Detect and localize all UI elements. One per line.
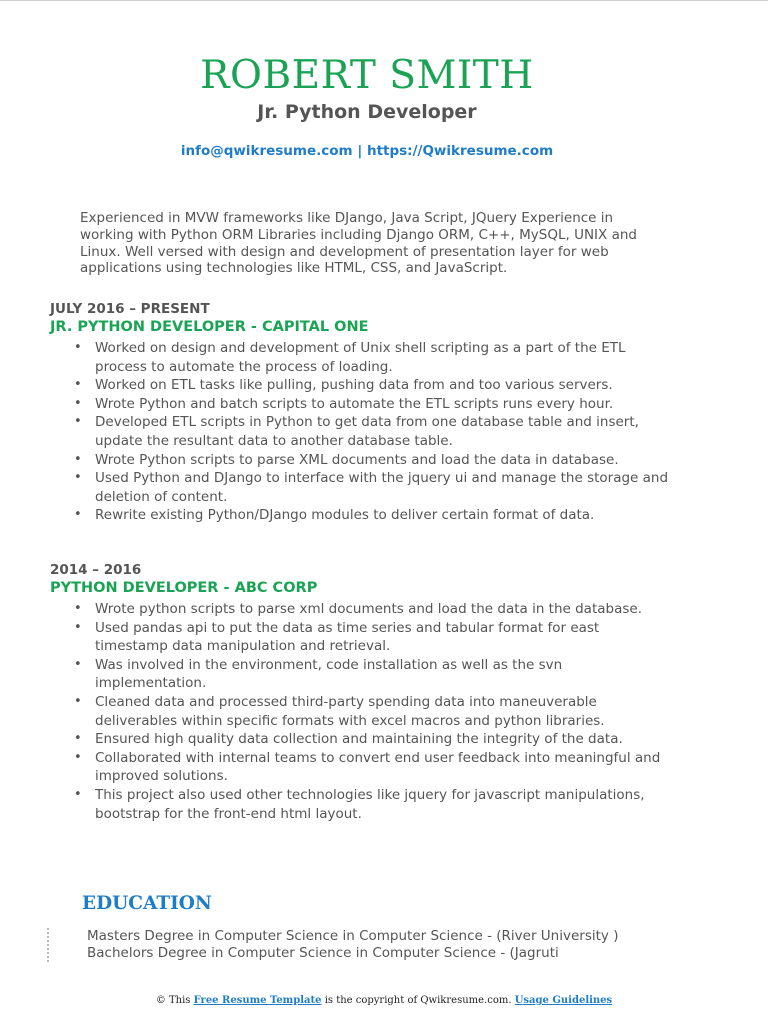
- education-item: Masters Degree in Computer Science in Computer Science - (River University ): [87, 928, 619, 944]
- contact-separator: |: [352, 143, 367, 159]
- list-item: [50, 413, 670, 450]
- bullet-icon: •: [74, 656, 82, 672]
- bullet-text: Cleaned data and processed third-party spending data into maneuverable deliverables within specific formats with excel macros and python libraries.: [95, 693, 605, 729]
- bullet-text: Wrote Python and batch scripts to automate the ETL scripts runs every hour.: [95, 395, 614, 412]
- experience-entry-1: [50, 301, 670, 525]
- bullet-text: This project also used other technologies like jquery for javascript manipulations, bootstrap for the front-end html layout.: [95, 786, 645, 822]
- bullet-icon: •: [74, 395, 82, 411]
- page-top-edge: [0, 0, 768, 1]
- bullet-text: Worked on design and development of Unix shell scripting as a part of the ETL process to automate the process of loading.: [95, 340, 626, 375]
- bullet-text: Used Python and DJango to interface with the jquery ui and manage the storage and deletion of content.: [95, 470, 669, 505]
- bullet-text: Ensured high quality data collection and maintaining the integrity of the data.: [95, 731, 623, 748]
- bullet-icon: •: [74, 377, 82, 393]
- bullet-text: Worked on ETL tasks like pulling, pushing data from and too various servers.: [95, 377, 613, 394]
- job-date: JULY 2016 – PRESENT: [50, 301, 210, 317]
- list-item: [50, 730, 670, 749]
- bullet-icon: •: [74, 507, 82, 523]
- job-responsibilities: [50, 339, 670, 525]
- job-title: JR. PYTHON DEVELOPER - CAPITAL ONE: [50, 319, 369, 335]
- list-item: [50, 786, 670, 823]
- email-link[interactable]: info@qwikresume.com: [180, 143, 353, 159]
- job-date: 2014 – 2016: [50, 562, 142, 578]
- list-item: [50, 376, 670, 395]
- bullet-text: Collaborated with internal teams to convert end user feedback into meaningful and improved solutions.: [95, 749, 661, 785]
- bullet-text: Wrote python scripts to parse xml documents and load the data in the database.: [95, 601, 642, 617]
- bullet-text: Wrote Python scripts to parse XML documents and load the data in database.: [95, 451, 619, 468]
- list-item: [50, 749, 670, 786]
- job-title: PYTHON DEVELOPER - ABC CORP: [50, 580, 318, 596]
- bullet-text: Rewrite existing Python/DJango modules to deliver certain format of data.: [95, 507, 595, 524]
- free-resume-template-link[interactable]: Free Resume Template: [193, 995, 322, 1006]
- bullet-icon: •: [74, 340, 82, 355]
- bullet-icon: •: [74, 786, 82, 802]
- list-item: [50, 619, 670, 656]
- bullet-icon: •: [74, 693, 82, 709]
- bullet-text: Used pandas api to put the data as time series and tabular format for east timestamp data manipulation and retrieval.: [95, 619, 600, 655]
- website-link[interactable]: https://Qwikresume.com: [366, 143, 554, 159]
- list-item: [50, 600, 670, 619]
- list-item: [50, 656, 670, 693]
- job-responsibilities: [50, 600, 670, 823]
- bullet-icon: •: [74, 601, 82, 616]
- education-heading: EDUCATION: [82, 893, 212, 914]
- bullet-icon: •: [74, 470, 82, 486]
- candidate-name: ROBERT SMITH: [200, 53, 534, 98]
- bullet-icon: •: [74, 619, 82, 635]
- copyright-footer: [0, 994, 768, 1008]
- usage-guidelines-link[interactable]: Usage Guidelines: [514, 995, 613, 1006]
- contact-line: [0, 142, 734, 160]
- education-marker: [47, 928, 51, 962]
- bullet-text: Developed ETL scripts in Python to get data from one database table and insert, update the resultant data to another database table.: [95, 414, 639, 449]
- profile-summary: Experienced in MVW frameworks like DJango, Java Script, JQuery Experience in working with Python ORM Libraries including Django ORM, C++, MySQL, UNIX and Linux. Well versed with design and development of presentation layer for web applications using technologies like HTML, CSS, and JavaScript.: [80, 210, 637, 277]
- list-item: [50, 395, 670, 414]
- bullet-icon: •: [74, 414, 82, 430]
- education-item: Bachelors Degree in Computer Science in Computer Science - (Jagruti: [87, 944, 559, 961]
- list-item: [50, 506, 670, 525]
- experience-entry-2: [50, 562, 670, 823]
- bullet-text: Was involved in the environment, code installation as well as the svn implementation.: [95, 656, 563, 692]
- list-item: [50, 693, 670, 730]
- bullet-icon: •: [74, 451, 82, 467]
- education-list: [87, 928, 707, 961]
- list-item: [50, 451, 670, 470]
- bullet-icon: •: [74, 749, 82, 765]
- footer-middle: is the copyright of Qwikresume.com.: [321, 995, 515, 1006]
- footer-prefix: © This: [155, 995, 194, 1006]
- list-item: [50, 339, 670, 376]
- bullet-icon: •: [74, 731, 82, 747]
- list-item: [50, 469, 670, 506]
- candidate-title: Jr. Python Developer: [257, 101, 477, 123]
